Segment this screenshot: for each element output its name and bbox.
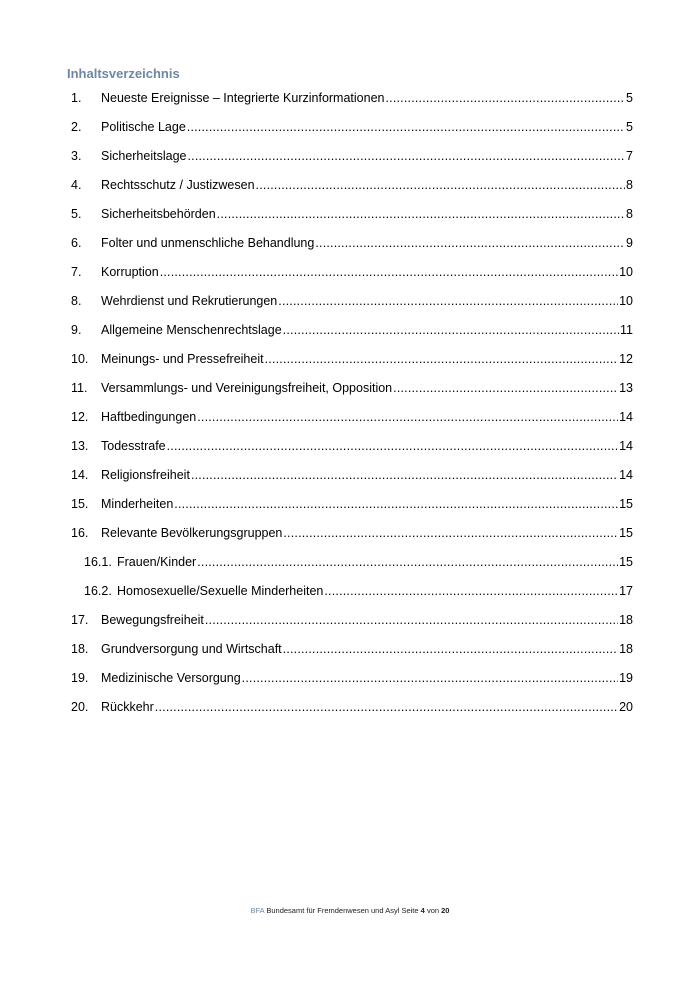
toc-entry-18[interactable] xyxy=(71,639,633,659)
toc-entry-page: 18 xyxy=(619,613,633,627)
toc-entry-title: Homosexuelle/Sexuelle Minderheiten xyxy=(117,584,324,598)
toc-entry-4[interactable] xyxy=(71,175,633,195)
toc-dot-leader xyxy=(283,639,618,659)
footer-agency: Bundesamt für Fremdenwesen und Asyl xyxy=(266,906,400,915)
footer-current-page: 4 xyxy=(420,906,425,915)
toc-entry-page: 9 xyxy=(626,236,633,250)
footer-of-word: von xyxy=(426,906,440,915)
footer-page-word: Seite xyxy=(401,906,419,915)
toc-entry-title: Religionsfreiheit xyxy=(101,468,190,482)
toc-entry-title: Allgemeine Menschenrechtslage xyxy=(101,323,282,337)
toc-entry-title: Politische Lage xyxy=(101,120,186,134)
toc-entry-6[interactable] xyxy=(71,233,633,253)
toc-entry-19[interactable] xyxy=(71,668,633,688)
toc-entry-page: 8 xyxy=(626,207,633,221)
toc-entry-title: Bewegungsfreiheit xyxy=(101,613,204,627)
toc-entry-page: 11 xyxy=(620,323,633,337)
footer-total-pages: 20 xyxy=(441,906,450,915)
toc-entry-number: 4. xyxy=(71,178,82,192)
toc-entry-number: 16.2. xyxy=(84,584,112,598)
toc-entry-title: Meinungs- und Pressefreiheit xyxy=(101,352,264,366)
toc-entry-16-2[interactable] xyxy=(84,581,633,601)
toc-entry-page: 13 xyxy=(619,381,633,395)
toc-entry-5[interactable] xyxy=(71,204,633,224)
toc-entry-8[interactable] xyxy=(71,291,633,311)
toc-entry-title: Wehrdienst und Rekrutierungen xyxy=(101,294,278,308)
toc-entry-number: 16. xyxy=(71,526,89,540)
toc-dot-leader xyxy=(197,407,618,427)
toc-entry-page: 15 xyxy=(619,497,633,511)
toc-entry-number: 18. xyxy=(71,642,89,656)
toc-entry-number: 9. xyxy=(71,323,82,337)
toc-entry-page: 20 xyxy=(619,700,633,714)
toc-entry-title: Grundversorgung und Wirtschaft xyxy=(101,642,282,656)
toc-entry-number: 1. xyxy=(71,91,82,105)
toc-dot-leader xyxy=(315,233,625,253)
toc-entry-title: Neueste Ereignisse – Integrierte Kurzinformationen xyxy=(101,91,385,105)
toc-entry-title: Korruption xyxy=(101,265,159,279)
toc-entry-10[interactable] xyxy=(71,349,633,369)
toc-entry-2[interactable] xyxy=(71,117,633,137)
toc-entry-number: 13. xyxy=(71,439,89,453)
toc-entry-3[interactable] xyxy=(71,146,633,166)
toc-entry-title: Relevante Bevölkerungsgruppen xyxy=(101,526,283,540)
toc-entry-12[interactable] xyxy=(71,407,633,427)
toc-entry-page: 7 xyxy=(626,149,633,163)
toc-dot-leader xyxy=(283,320,619,340)
toc-entry-number: 3. xyxy=(71,149,82,163)
toc-entry-title: Todesstrafe xyxy=(101,439,166,453)
toc-entry-number: 8. xyxy=(71,294,82,308)
toc-entry-number: 2. xyxy=(71,120,82,134)
toc-dot-leader xyxy=(217,204,625,224)
toc-entry-title: Rechtsschutz / Justizwesen xyxy=(101,178,255,192)
toc-entry-number: 19. xyxy=(71,671,89,685)
toc-entry-number: 12. xyxy=(71,410,89,424)
toc-entry-page: 12 xyxy=(619,352,633,366)
toc-dot-leader xyxy=(167,436,618,456)
toc-entry-page: 10 xyxy=(619,294,633,308)
toc-entry-title: Frauen/Kinder xyxy=(117,555,197,569)
toc-entry-16[interactable] xyxy=(71,523,633,543)
toc-dot-leader xyxy=(393,378,618,398)
page-footer xyxy=(0,906,700,915)
footer-brand: BFA xyxy=(250,906,265,915)
toc-entry-number: 10. xyxy=(71,352,89,366)
toc-entry-title: Sicherheitsbehörden xyxy=(101,207,216,221)
toc-entry-20[interactable] xyxy=(71,697,633,717)
toc-entry-11[interactable] xyxy=(71,378,633,398)
toc-entry-number: 6. xyxy=(71,236,82,250)
toc-entry-page: 8 xyxy=(626,178,633,192)
toc-entry-page: 5 xyxy=(626,120,633,134)
toc-entry-title: Minderheiten xyxy=(101,497,174,511)
toc-entry-page: 5 xyxy=(626,91,633,105)
toc-entry-title: Haftbedingungen xyxy=(101,410,197,424)
toc-entry-15[interactable] xyxy=(71,494,633,514)
toc-entry-number: 11. xyxy=(71,381,88,395)
toc-entry-17[interactable] xyxy=(71,610,633,630)
toc-entry-14[interactable] xyxy=(71,465,633,485)
toc-heading: Inhaltsverzeichnis xyxy=(67,66,180,81)
toc-dot-leader xyxy=(256,175,626,195)
toc-dot-leader xyxy=(265,349,619,369)
toc-dot-leader xyxy=(385,88,625,108)
toc-entry-number: 15. xyxy=(71,497,89,511)
toc-dot-leader xyxy=(155,697,618,717)
toc-entry-page: 10 xyxy=(619,265,633,279)
toc-entry-page: 14 xyxy=(619,410,633,424)
toc-dot-leader xyxy=(324,581,618,601)
toc-entry-16-1[interactable] xyxy=(84,552,633,572)
toc-entry-page: 18 xyxy=(619,642,633,656)
toc-entry-1[interactable] xyxy=(71,88,633,108)
toc-dot-leader xyxy=(283,523,618,543)
toc-dot-leader xyxy=(187,117,625,137)
toc-entry-7[interactable] xyxy=(71,262,633,282)
toc-dot-leader xyxy=(160,262,618,282)
toc-entry-title: Rückkehr xyxy=(101,700,154,714)
toc-entry-number: 5. xyxy=(71,207,82,221)
toc-entry-number: 17. xyxy=(71,613,89,627)
toc-dot-leader xyxy=(174,494,618,514)
toc-dot-leader xyxy=(187,146,625,166)
toc-entry-number: 16.1. xyxy=(84,555,112,569)
toc-dot-leader xyxy=(191,465,618,485)
toc-entry-page: 15 xyxy=(619,526,633,540)
toc-dot-leader xyxy=(242,668,618,688)
toc-dot-leader xyxy=(197,552,618,572)
toc-entry-title: Versammlungs- und Vereinigungsfreiheit, Opposition xyxy=(101,381,393,395)
toc-entry-number: 14. xyxy=(71,468,89,482)
toc-dot-leader xyxy=(205,610,618,630)
toc-entry-page: 14 xyxy=(619,468,633,482)
toc-entry-page: 15 xyxy=(619,555,633,569)
toc-entry-title: Medizinische Versorgung xyxy=(101,671,241,685)
toc-entry-page: 14 xyxy=(619,439,633,453)
toc-entry-number: 20. xyxy=(71,700,89,714)
toc-entry-9[interactable] xyxy=(71,320,633,340)
toc-entry-page: 19 xyxy=(619,671,633,685)
toc-entry-title: Sicherheitslage xyxy=(101,149,187,163)
toc-dot-leader xyxy=(278,291,618,311)
toc-entry-page: 17 xyxy=(619,584,633,598)
toc-entry-title: Folter und unmenschliche Behandlung xyxy=(101,236,315,250)
toc-entry-number: 7. xyxy=(71,265,82,279)
toc-entry-13[interactable] xyxy=(71,436,633,456)
